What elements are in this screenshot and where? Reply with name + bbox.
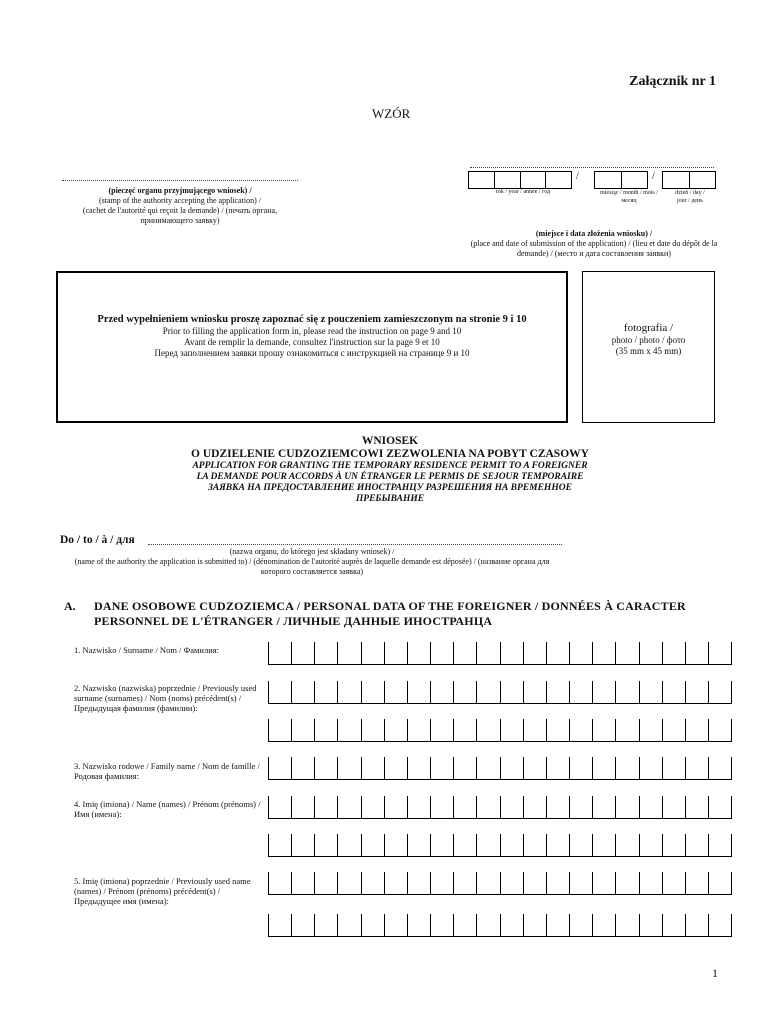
family-name-input[interactable] xyxy=(268,757,732,780)
addressee-caption-pl: (nazwa organu, do którego jest składany wniosek) / xyxy=(229,547,395,556)
month-caption: miesiąc / month / mois / месяц xyxy=(600,190,658,204)
instruction-en: Prior to filling the application form in, please read the instruction on page 9 and 10 xyxy=(162,326,462,336)
stamp-caption-en: (stamp of the authority accepting the application) / xyxy=(99,196,261,205)
stamp-caption-fr-ru: (cachet de l'autorité qui reçoit la demande) / (печать органа, принимающего заявку) xyxy=(82,206,278,225)
application-title xyxy=(80,435,700,505)
stamp-caption xyxy=(60,186,300,226)
previous-name-input-2[interactable] xyxy=(268,914,732,937)
instruction-box xyxy=(56,271,568,423)
photo-size: (35 mm x 45 mm) xyxy=(615,346,682,356)
place-date-caption-pl: (miejsce i data złożenia wniosku) / xyxy=(535,229,653,238)
photo-sub: photo / photo / фото xyxy=(611,335,686,345)
year-caption: rok / year / année / год xyxy=(495,189,551,195)
photo-title: fotografia / xyxy=(623,322,674,334)
name-input-1[interactable] xyxy=(268,796,732,819)
addressee-caption-rest: (name of the authority the application is submitted to) / (dénomination de l'autorité auprès de laquelle demande est déposée) / (название органа для которого составляется заявка) xyxy=(74,557,550,576)
stamp-caption-pl: (pieczęć organu przyjmującego wniosek) / xyxy=(108,186,252,195)
year-boxes[interactable] xyxy=(468,171,572,189)
day-boxes[interactable] xyxy=(662,171,716,189)
title-line2: O UDZIELENIE CUDZOZIEMCOWI ZEZWOLENIA NA POBYT CZASOWY xyxy=(191,448,589,460)
place-date-caption-rest: (place and date of submission of the application) / (lieu et date du dépôt de la demande) / (место и дата составления заявки) xyxy=(470,239,718,258)
field-surname-label: 1. Nazwisko / Surname / Nom / Фамилия: xyxy=(74,645,220,655)
name-input-2[interactable] xyxy=(268,834,732,857)
title-line3: APPLICATION FOR GRANTING THE TEMPORARY RESIDENCE PERMIT TO A FOREIGNER xyxy=(192,461,588,471)
day-caption: dzień / day / jour / день xyxy=(675,190,705,204)
instruction-ru: Перед заполнением заявки прошу ознакомиться с инструкцией на странице 9 и 10 xyxy=(154,348,470,358)
previous-surname-input-1[interactable] xyxy=(268,681,732,704)
title-line6: ПРЕБЫВАНИЕ xyxy=(355,494,425,504)
stamp-line xyxy=(62,180,298,181)
addressee-input-line[interactable] xyxy=(148,544,562,545)
month-boxes[interactable] xyxy=(594,171,648,189)
title-line4: LA DEMANDE POUR ACCORDS À UN ÉTRANGER LE PERMIS DE SEJOUR TEMPORAIRE xyxy=(196,472,584,482)
surname-input[interactable] xyxy=(268,642,732,665)
place-line xyxy=(470,167,714,168)
model-label: WZÓR xyxy=(372,106,411,121)
title-line5: ЗАЯВКА НА ПРЕДОСТАВЛЕНИЕ ИНОСТРАНЦУ РАЗРЕШЕНИЯ НА ВРЕМЕННОЕ xyxy=(208,483,572,493)
field-previous-surname-label: 2. Nazwisko (nazwiska) poprzednie / Previously used surname (surnames) / Nom (noms) précédent(s) / Предыдущая фамилия (фамилии): xyxy=(74,683,257,713)
date-separator: / xyxy=(652,171,655,182)
section-a-letter: A. xyxy=(64,599,76,613)
photo-box xyxy=(582,271,715,423)
addressee-caption xyxy=(60,547,564,577)
previous-surname-input-2[interactable] xyxy=(268,719,732,742)
field-previous-name-label: 5. Imię (imiona) poprzednie / Previously used name (names) / Prénom (prénoms) précédent(s) / Предыдущее имя (имена): xyxy=(74,876,251,906)
page-number: 1 xyxy=(712,966,718,980)
instruction-pl: Przed wypełnieniem wniosku proszę zapoznać się z pouczeniem zamieszczonym na stronie 9 i 10 xyxy=(97,314,527,325)
title-line1: WNIOSEK xyxy=(361,435,419,447)
place-date-caption xyxy=(470,229,718,259)
field-name-label: 4. Imię (imiona) / Name (names) / Prénom (prénoms) / Имя (имена): xyxy=(74,799,261,819)
addressee-label: Do / to / à / для xyxy=(60,534,135,546)
date-separator: / xyxy=(576,171,579,182)
field-family-name-label: 3. Nazwisko rodowe / Family name / Nom de famille / Родовая фамилия: xyxy=(74,761,260,781)
instruction-fr: Avant de remplir la demande, consultez l'instruction sur la page 9 et 10 xyxy=(184,337,440,347)
previous-name-input-1[interactable] xyxy=(268,872,732,895)
annex-number: Załącznik nr 1 xyxy=(629,74,716,89)
section-a-title: DANE OSOBOWE CUDZOZIEMCA / PERSONAL DATA OF THE FOREIGNER / DONNÉES À CARACTER PERSONNEL DE L'ÉTRANGER / ЛИЧНЫЕ ДАННЫЕ ИНОСТРАНЦА xyxy=(94,599,686,628)
